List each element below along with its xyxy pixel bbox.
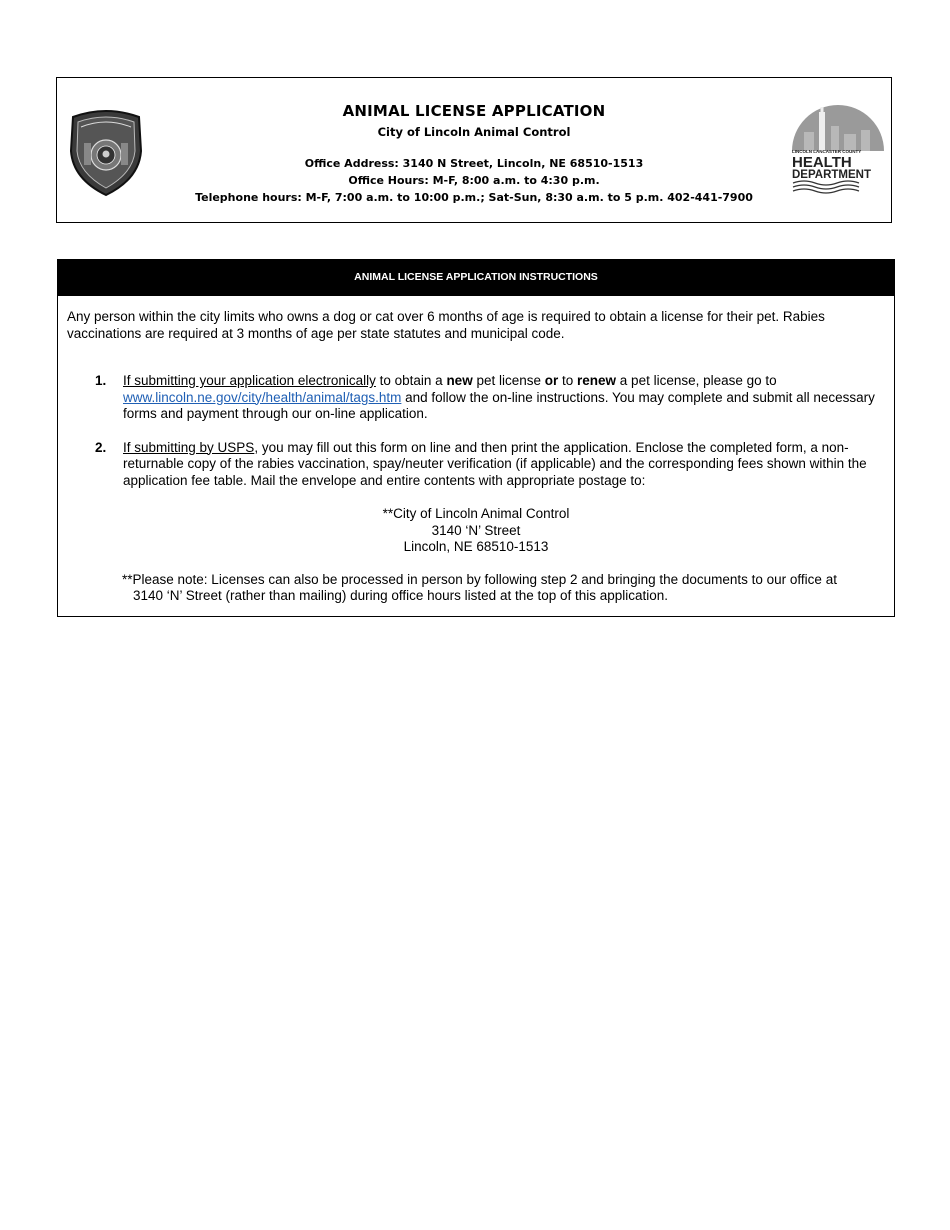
list-item-number: 2. (95, 439, 107, 455)
item1-text-a: to obtain a (375, 373, 447, 388)
item1-text-c: to (558, 373, 578, 388)
page-title: ANIMAL LICENSE APPLICATION (342, 102, 606, 120)
instructions-heading: ANIMAL LICENSE APPLICATION INSTRUCTIONS (58, 260, 894, 296)
item1-bold-renew: renew (577, 373, 617, 388)
please-note: **Please note: Licenses can also be processed in person by following step 2 and bringing the documents to our office at 3140 ‘N’ Street (rather than mailing) during office hours listed at the top of this application. (122, 571, 837, 603)
address-line-1: **City of Lincoln Animal Control (382, 506, 570, 521)
item1-bold-or: or (544, 373, 559, 388)
health-department-logo-icon (789, 104, 887, 198)
logo-small-text: LINCOLN LANCASTER COUNTY (792, 149, 862, 154)
list-item (67, 440, 885, 490)
item1-text-b: pet license (472, 373, 545, 388)
item1-bold-new: new (446, 373, 473, 388)
list-item (67, 373, 885, 423)
license-tags-link[interactable]: www.lincoln.ne.gov/city/health/animal/tags.htm (123, 389, 402, 405)
item2-text: , you may fill out this form on line and then print the application. Enclose the completed form, a non-returnable copy of the rabies vaccination, spay/neuter verification (if applicable) and the corresponding fees shown within the application fee table. Mail the envelope and entire contents with appropriate postage to: (123, 439, 867, 488)
office-hours: Office Hours: M-F, 8:00 a.m. to 4:30 p.m. (348, 174, 600, 187)
list-item-number: 1. (95, 373, 107, 388)
logo-health-text: HEALTH (792, 154, 852, 171)
usps-submit-label: If submitting by USPS (123, 439, 255, 455)
electronic-submit-label: If submitting your application electronically (123, 373, 376, 388)
mailing-address (67, 506, 885, 556)
page-subtitle: City of Lincoln Animal Control (377, 125, 571, 139)
logo-department-text: DEPARTMENT (792, 169, 872, 181)
item1-text-d: a pet license, please go to (616, 373, 777, 388)
address-line-2: 3140 ‘N’ Street (431, 522, 521, 538)
item1-text-e: and follow the on-line instructions. You may complete and submit all necessary forms and payment through our on-line application. (123, 389, 875, 421)
office-address: Office Address: 3140 N Street, Lincoln, NE 68510-1513 (304, 157, 644, 170)
instructions-section (57, 259, 895, 617)
header-box (56, 77, 892, 223)
telephone-hours: Telephone hours: M-F, 7:00 a.m. to 10:00 p.m.; Sat-Sun, 8:30 a.m. to 5 p.m. 402-441-7900 (195, 191, 753, 204)
address-line-3: Lincoln, NE 68510-1513 (403, 539, 549, 554)
instructions-intro: Any person within the city limits who owns a dog or cat over 6 months of age is required to obtain a license for their pet. Rabies vaccinations are required at 3 months of age per state statutes and municipal code. (67, 309, 825, 341)
